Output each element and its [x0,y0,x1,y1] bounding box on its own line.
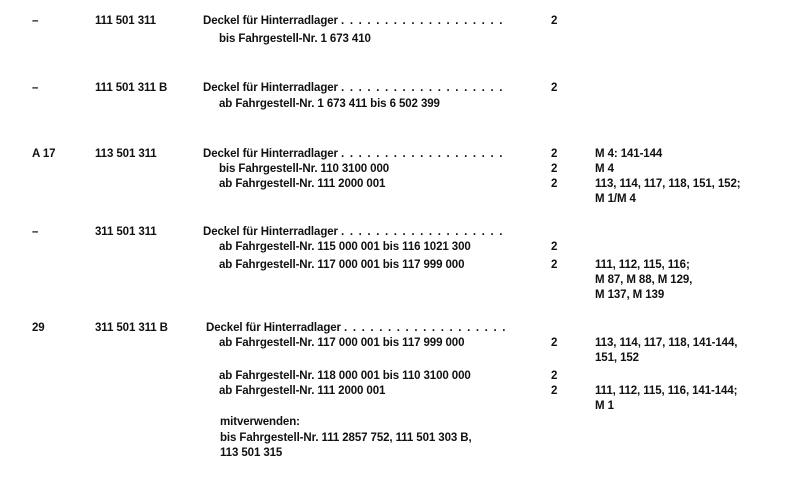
part-number: 113 501 311 [95,148,157,160]
leader-dots: . . . . . . . . . . . . . . . . . . . [341,82,504,94]
model-note: 151, 152 [595,352,639,364]
quantity: 2 [551,148,558,160]
part-title: Deckel für Hinterradlager . . . . . . . . . . . . . . . . . . . [203,82,504,94]
quantity: 2 [551,178,558,190]
chassis-range: bis Fahrgestell-Nr. 1 673 410 [219,33,371,45]
model-note: M 137, M 139 [595,289,665,301]
chassis-range: ab Fahrgestell-Nr. 117 000 001 bis 117 999 000 [219,337,465,349]
quantity: 2 [551,337,558,349]
part-number: 311 501 311 B [95,322,168,334]
part-title: Deckel für Hinterradlager . . . . . . . . . . . . . . . . . . . [203,226,504,238]
chassis-range: ab Fahrgestell-Nr. 111 2000 001 [219,385,386,397]
quantity: 2 [551,259,558,271]
quantity: 2 [551,15,558,27]
chassis-range: ab Fahrgestell-Nr. 111 2000 001 [219,178,386,190]
leader-dots: . . . . . . . . . . . . . . . . . . . [341,148,504,160]
model-note: 111, 112, 115, 116, 141-144; [595,385,738,397]
part-title: Deckel für Hinterradlager . . . . . . . . . . . . . . . . . . . [206,322,507,334]
ref-number: A 17 [32,148,56,160]
model-note: M 4: 141-144 [595,148,663,160]
quantity: 2 [551,82,558,94]
model-note: M 1/M 4 [595,193,636,205]
leader-dots: . . . . . . . . . . . . . . . . . . . [344,322,507,334]
ref-number: – [32,226,39,238]
model-note: 113, 114, 117, 118, 151, 152; [595,178,741,190]
part-number: 311 501 311 [95,226,157,238]
part-number: 111 501 311 B [95,82,168,94]
quantity: 2 [551,163,558,175]
chassis-range: ab Fahrgestell-Nr. 115 000 001 bis 116 1021 300 [219,241,471,253]
chassis-range: ab Fahrgestell-Nr. 1 673 411 bis 6 502 399 [219,98,440,110]
part-title: Deckel für Hinterradlager . . . . . . . . . . . . . . . . . . . [203,15,504,27]
model-note: 111, 112, 115, 116; [595,259,690,271]
use-also-text: 113 501 315 [220,447,283,459]
quantity: 2 [551,370,558,382]
use-also-label: mitverwenden: [220,416,300,428]
ref-number: – [32,82,39,94]
part-number: 111 501 311 [95,15,156,27]
chassis-range: ab Fahrgestell-Nr. 117 000 001 bis 117 999 000 [219,259,465,271]
quantity: 2 [551,241,558,253]
ref-number: 29 [32,322,45,334]
model-note: M 87, M 88, M 129, [595,274,693,286]
ref-number: – [32,15,39,27]
leader-dots: . . . . . . . . . . . . . . . . . . . [341,226,504,238]
chassis-range: ab Fahrgestell-Nr. 118 000 001 bis 110 3100 000 [219,370,471,382]
part-title: Deckel für Hinterradlager . . . . . . . . . . . . . . . . . . . [203,148,504,160]
leader-dots: . . . . . . . . . . . . . . . . . . . [341,15,504,27]
chassis-range: bis Fahrgestell-Nr. 110 3100 000 [219,163,390,175]
model-note: 113, 114, 117, 118, 141-144, [595,337,738,349]
model-note: M 4 [595,163,614,175]
model-note: M 1 [595,400,614,412]
quantity: 2 [551,385,558,397]
use-also-text: bis Fahrgestell-Nr. 111 2857 752, 111 501 303 B, [220,432,472,444]
